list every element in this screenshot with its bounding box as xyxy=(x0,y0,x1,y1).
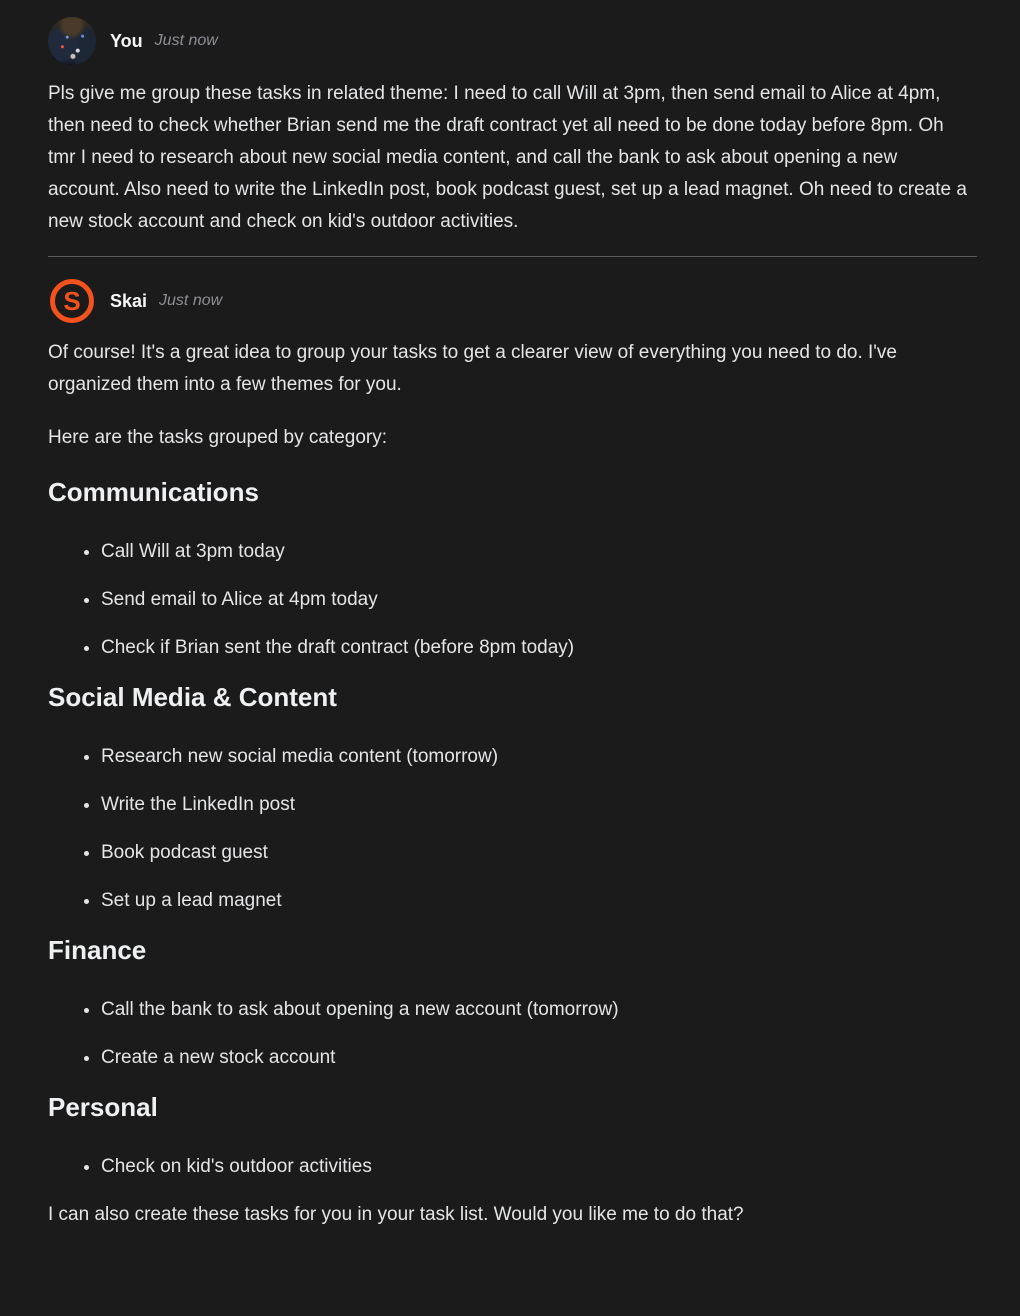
assistant-message-body xyxy=(48,337,974,1231)
task-item: • Check on kid's outdoor activities xyxy=(101,1151,974,1183)
user-message xyxy=(48,17,974,238)
task-group-title: Personal xyxy=(48,1092,158,1122)
assistant-timestamp: Just now xyxy=(159,292,223,309)
task-group-title: Communications xyxy=(48,477,259,507)
task-item: • Book podcast guest xyxy=(101,837,974,869)
task-item: • Call Will at 3pm today xyxy=(101,536,974,568)
task-item: • Call the bank to ask about opening a new account (tomorrow) xyxy=(101,994,974,1026)
task-group-list xyxy=(48,1151,974,1183)
assistant-name: Skai xyxy=(110,290,148,311)
user-name: You xyxy=(110,30,143,51)
task-item: • Set up a lead magnet xyxy=(101,885,974,917)
assistant-lead-in-text: Here are the tasks grouped by category: xyxy=(48,427,388,448)
user-timestamp: Just now xyxy=(154,32,218,49)
task-group-list xyxy=(48,994,974,1074)
message-divider xyxy=(48,256,977,257)
task-group-title: Social Media & Content xyxy=(48,682,337,712)
task-item: • Send email to Alice at 4pm today xyxy=(101,584,974,616)
task-group xyxy=(48,1090,974,1183)
user-avatar[interactable] xyxy=(48,17,96,65)
task-item: • Write the LinkedIn post xyxy=(101,789,974,821)
assistant-closing-text: I can also create these tasks for you in your task list. Would you like me to do that? xyxy=(48,1204,744,1225)
assistant-message xyxy=(48,277,974,1231)
task-groups xyxy=(48,475,974,1183)
skai-logo-letter: S xyxy=(63,286,81,316)
user-message-text: Pls give me group these tasks in related theme: I need to call Will at 3pm, then send email to Alice at 4pm, then need to check whether Brian send me the draft contract yet all need to be done today before 8pm. Oh tmr I need to research about new social media content, and call the bank to ask about opening a new account. Also need to write the LinkedIn post, book podcast guest, set up a lead magnet. Oh need to create a new stock account and check on kid's outdoor activities. xyxy=(48,83,967,232)
task-group-list xyxy=(48,536,974,664)
task-group xyxy=(48,680,974,917)
user-message-header xyxy=(48,17,974,65)
task-group xyxy=(48,933,974,1074)
task-item: • Create a new stock account xyxy=(101,1042,974,1074)
task-group-title: Finance xyxy=(48,935,147,965)
assistant-message-header xyxy=(48,277,974,325)
task-group-list xyxy=(48,741,974,917)
task-item: • Research new social media content (tomorrow) xyxy=(101,741,974,773)
task-item: • Check if Brian sent the draft contract (before 8pm today) xyxy=(101,632,974,664)
skai-logo-icon xyxy=(48,277,96,325)
task-group xyxy=(48,475,974,664)
assistant-intro-text: Of course! It's a great idea to group your tasks to get a clearer view of everything you need to do. I've organized them into a few themes for you. xyxy=(48,342,897,395)
